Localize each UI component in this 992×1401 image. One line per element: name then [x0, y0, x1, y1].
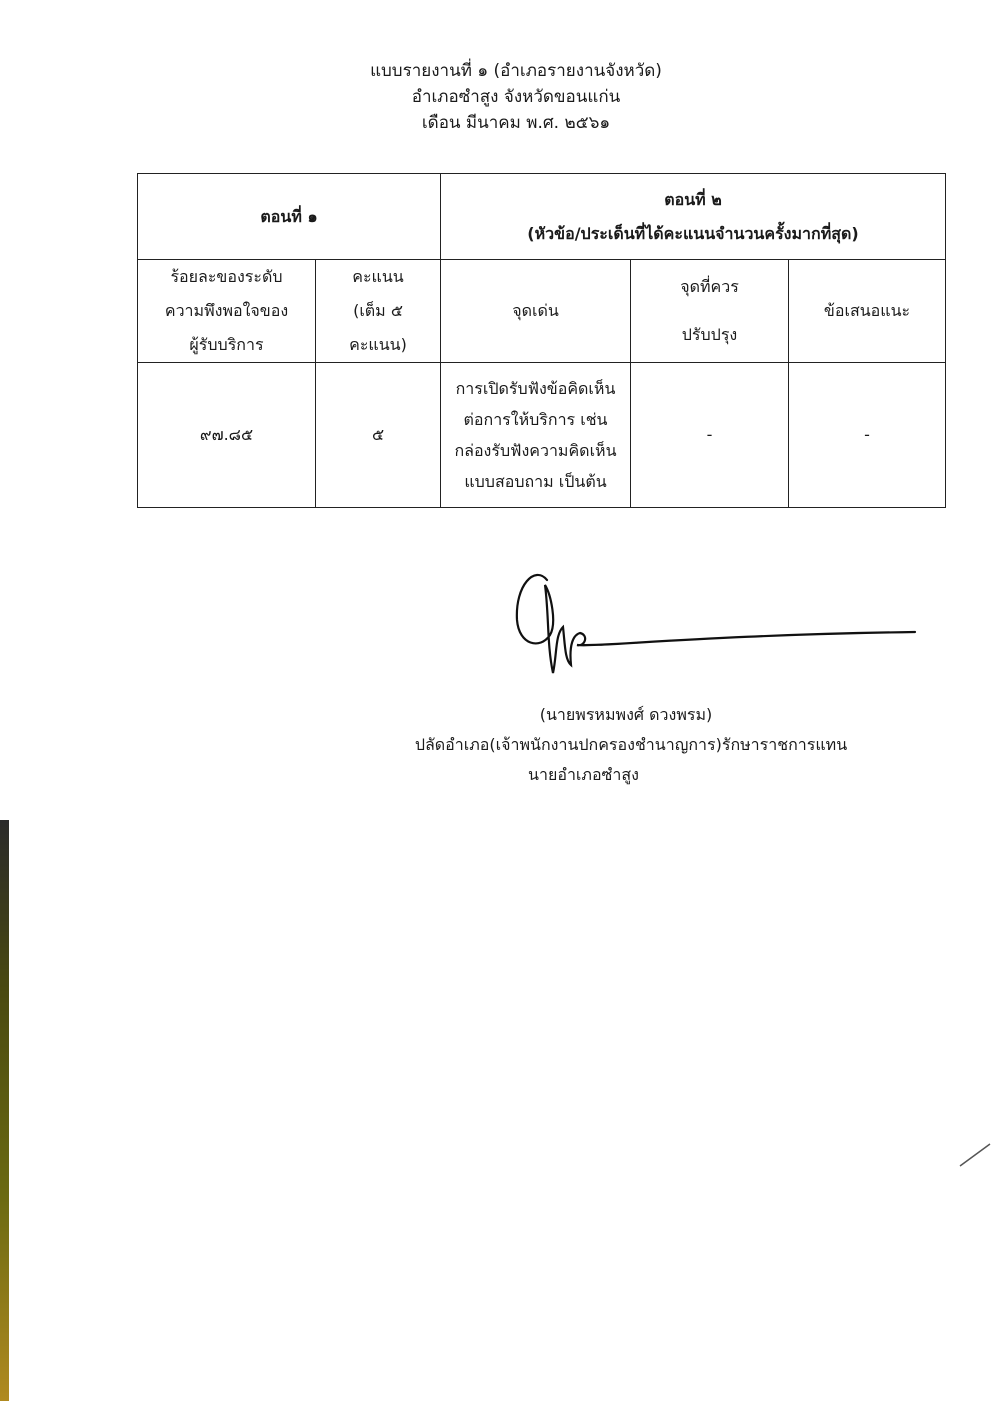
strength-line: การเปิดรับฟังข้อคิดเห็น [455, 379, 616, 398]
part2-title: ตอนที่ ๒ [664, 189, 722, 209]
col1-line: ร้อยละของระดับ [170, 267, 283, 286]
cell-percent: ๙๗.๘๕ [138, 363, 316, 508]
col-satisfaction-percent-header [138, 260, 316, 363]
table-part-header-row [138, 174, 946, 260]
strength-line: ต่อการให้บริการ เช่น [463, 410, 608, 429]
col-strength-header: จุดเด่น [441, 260, 631, 363]
strength-line: กล่องรับฟังความคิดเห็น [454, 441, 617, 460]
cell-strength [441, 363, 631, 508]
part2-header-cell [441, 174, 946, 260]
col4-line: จุดที่ควร [680, 277, 739, 296]
signer-title-2: นายอำเภอซำสูง [528, 765, 639, 784]
col2-line: คะแนน [352, 267, 404, 286]
scan-mark [958, 1140, 992, 1170]
table-column-header-row [138, 260, 946, 363]
cell-suggestion: - [789, 363, 946, 508]
cell-improvement: - [631, 363, 789, 508]
table-row [138, 363, 946, 508]
signer-name: (นายพรหมพงศ์ ดวงพรม) [539, 705, 713, 724]
strength-line: แบบสอบถาม เป็นต้น [464, 472, 607, 491]
col2-line: (เต็ม ๕ [353, 301, 403, 320]
signer-title: ปลัดอำเภอ(เจ้าพนักงานปกครองชำนาญการ)รักษาราชการแทน [414, 735, 848, 754]
cell-score: ๕ [316, 363, 441, 508]
part2-subtitle: (หัวข้อ/ประเด็นที่ได้คะแนนจำนวนครั้งมากที่สุด) [527, 223, 859, 243]
col-score-header [316, 260, 441, 363]
signer-block [0, 700, 992, 790]
handwritten-signature [505, 565, 925, 680]
part1-title: ตอนที่ ๑ [138, 174, 441, 260]
scan-edge-stripe [0, 820, 12, 1401]
report-district: อำเภอซำสูง จังหวัดขอนแก่น [411, 87, 621, 107]
col-suggestion-header: ข้อเสนอแนะ [789, 260, 946, 363]
col4-line: ปรับปรุง [681, 325, 738, 344]
col1-line: ความพึงพอใจของ [164, 301, 289, 320]
col2-line: คะแนน) [349, 335, 407, 354]
report-form-title: แบบรายงานที่ ๑ (อำเภอรายงานจังหวัด) [370, 61, 662, 81]
col1-line: ผู้รับบริการ [189, 335, 264, 354]
report-month: เดือน มีนาคม พ.ศ. ๒๕๖๑ [421, 113, 611, 133]
report-header [0, 58, 992, 136]
report-table [137, 173, 946, 508]
col-improvement-header [631, 260, 789, 363]
